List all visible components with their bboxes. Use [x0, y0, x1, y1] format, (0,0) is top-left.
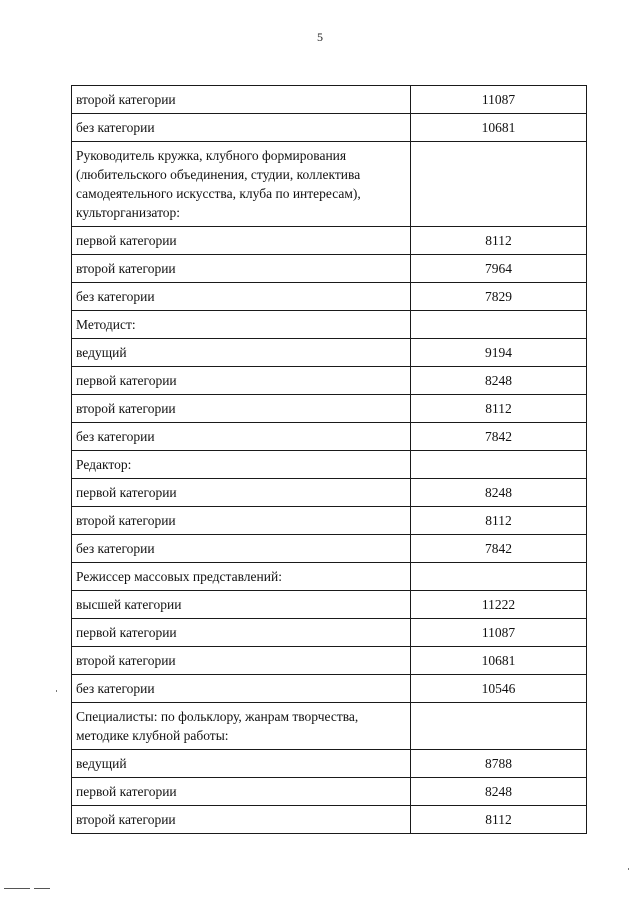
position-group-heading: Специалисты: по фольклору, жанрам творчества, методике клубной работы:: [72, 703, 411, 750]
position-name: первой категории: [72, 619, 411, 647]
salary-value: 8112: [411, 806, 587, 834]
salary-value: 10681: [411, 647, 587, 675]
position-name: второй категории: [72, 647, 411, 675]
salary-value: [411, 142, 587, 227]
table-row: [72, 479, 587, 507]
position-group-heading: Руководитель кружка, клубного формирования (любительского объединения, студии, коллектива самодеятельного искусства, клуба по интересам), культорганизатор:: [72, 142, 411, 227]
scan-artifact-line: [34, 888, 50, 889]
table-row: [72, 227, 587, 255]
table-row: [72, 507, 587, 535]
table-row: [72, 591, 587, 619]
table-row: [72, 619, 587, 647]
table-row: [72, 311, 587, 339]
position-name: второй категории: [72, 507, 411, 535]
position-name: ведущий: [72, 339, 411, 367]
table-row: [72, 86, 587, 114]
table-row: [72, 675, 587, 703]
position-name: первой категории: [72, 367, 411, 395]
position-name: второй категории: [72, 86, 411, 114]
salary-value: [411, 703, 587, 750]
position-name: без категории: [72, 114, 411, 142]
scan-artifact-line: [4, 888, 30, 889]
scan-artifact-dot: [56, 690, 57, 692]
table-row: [72, 395, 587, 423]
salary-value: 9194: [411, 339, 587, 367]
table-row: [72, 750, 587, 778]
position-name: второй категории: [72, 395, 411, 423]
position-name: первой категории: [72, 778, 411, 806]
position-group-heading: Редактор:: [72, 451, 411, 479]
position-group-heading: Методист:: [72, 311, 411, 339]
position-group-heading: Режиссер массовых представлений:: [72, 563, 411, 591]
table-row: [72, 114, 587, 142]
salary-value: 8248: [411, 479, 587, 507]
salary-value: 11222: [411, 591, 587, 619]
salary-value: 8112: [411, 507, 587, 535]
table-row: [72, 703, 587, 750]
salary-value: 7829: [411, 283, 587, 311]
salary-value: [411, 451, 587, 479]
salary-value: 10681: [411, 114, 587, 142]
table-row: [72, 339, 587, 367]
salary-value: 7842: [411, 423, 587, 451]
table-row: [72, 255, 587, 283]
salary-value: [411, 563, 587, 591]
page-number: 5: [317, 30, 323, 44]
table-row: [72, 563, 587, 591]
position-name: второй категории: [72, 255, 411, 283]
salary-value: 8112: [411, 227, 587, 255]
position-name: второй категории: [72, 806, 411, 834]
salary-value: 7964: [411, 255, 587, 283]
table-row: [72, 423, 587, 451]
salary-value: [411, 311, 587, 339]
table-row: [72, 367, 587, 395]
position-name: без категории: [72, 283, 411, 311]
salary-value: 7842: [411, 535, 587, 563]
position-name: без категории: [72, 423, 411, 451]
salary-value: 8248: [411, 367, 587, 395]
salary-value: 8248: [411, 778, 587, 806]
position-name: ведущий: [72, 750, 411, 778]
table-row: [72, 647, 587, 675]
table-row: [72, 778, 587, 806]
table-row: [72, 535, 587, 563]
scan-artifact-dot: [628, 868, 629, 870]
salary-value: 10546: [411, 675, 587, 703]
table-row: [72, 283, 587, 311]
salary-value: 11087: [411, 619, 587, 647]
position-name: высшей категории: [72, 591, 411, 619]
salary-value: 8788: [411, 750, 587, 778]
salary-value: 11087: [411, 86, 587, 114]
position-name: первой категории: [72, 227, 411, 255]
position-name: первой категории: [72, 479, 411, 507]
salary-table: [71, 85, 587, 834]
position-name: без категории: [72, 675, 411, 703]
salary-value: 8112: [411, 395, 587, 423]
table-row: [72, 806, 587, 834]
table-row: [72, 142, 587, 227]
position-name: без категории: [72, 535, 411, 563]
table-row: [72, 451, 587, 479]
